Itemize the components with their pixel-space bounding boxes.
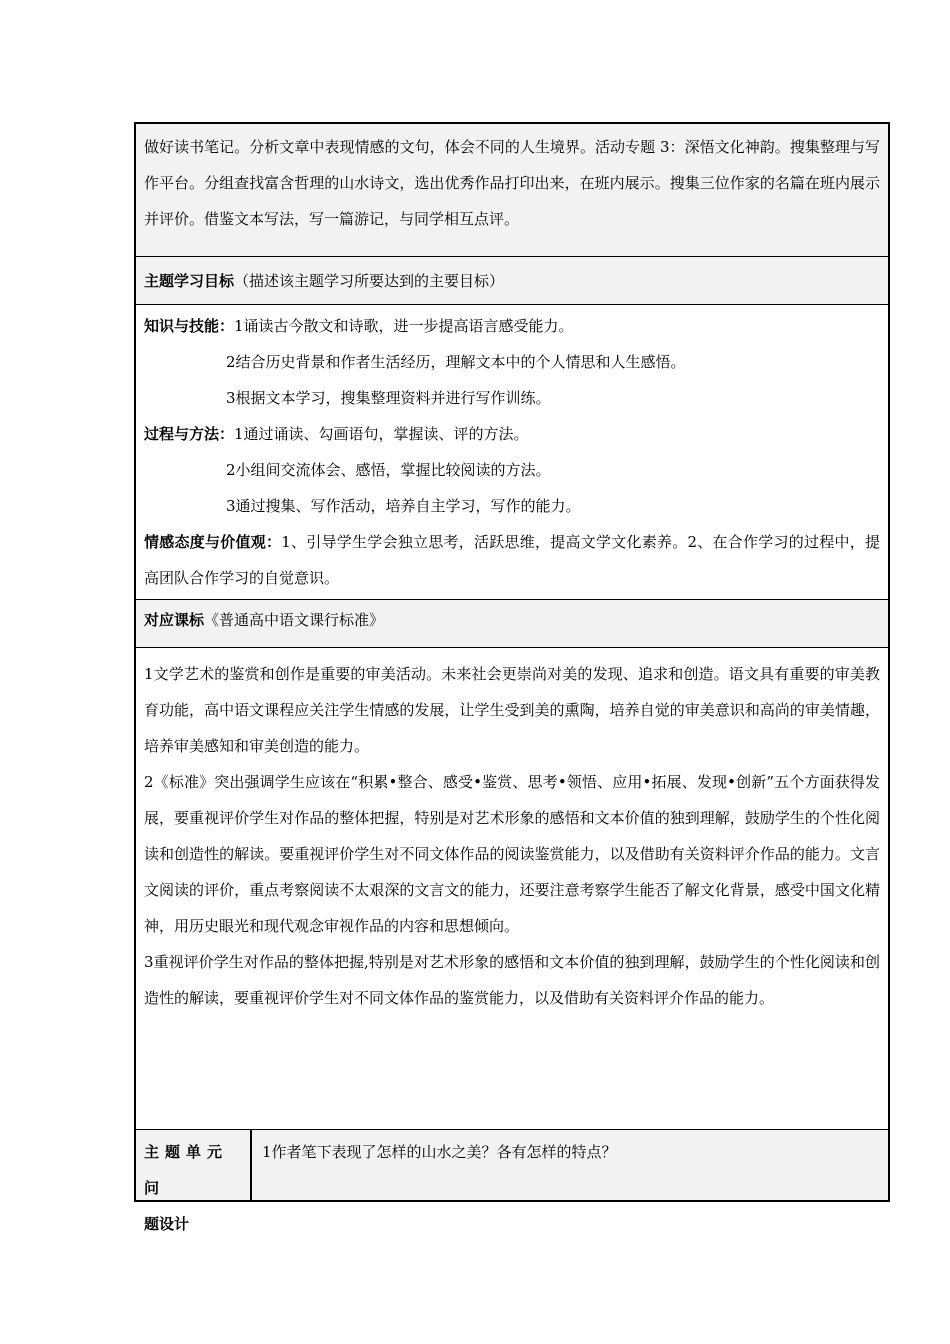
standard-document-name: 《普通高中语文课行标准》: [204, 611, 385, 629]
emotion-values-label: 情感态度与价值观：: [144, 533, 282, 551]
activity-continuation-row: [136, 124, 888, 257]
standard-header-row: [136, 600, 888, 648]
standard-title: 对应课标: [144, 611, 205, 629]
knowledge-item-2: 2结合历史背景和作者生活经历，理解文本中的个人情思和人生感悟。: [226, 353, 686, 371]
question-1: 1作者笔下表现了怎样的山水之美？各有怎样的特点？: [262, 1143, 617, 1161]
process-item-2: 2小组间交流体会、感悟，掌握比较阅读的方法。: [226, 461, 551, 479]
process-item-1: 1通过诵读、勾画语句，掌握读、评的方法。: [234, 425, 529, 443]
process-method-label: 过程与方法：: [144, 425, 235, 443]
question-design-content-cell: [252, 1130, 888, 1200]
standard-paragraph-1: 1文学艺术的鉴赏和创作是重要的审美活动。未来社会更崇尚对美的发现、追求和创造。语文具有重要的审美教育功能，高中语文课程应关注学生情感的发展，让学生受到美的熏陶，培养自觉的审美意识和高尚的审美情趣，培养审美感知和审美创造的能力。: [144, 665, 880, 755]
knowledge-skills-label: 知识与技能：: [144, 317, 235, 335]
knowledge-item-1: 1诵读古今散文和诗歌，进一步提高语言感受能力。: [234, 317, 574, 335]
process-item-3: 3通过搜集、写作活动，培养自主学习，写作的能力。: [226, 497, 581, 515]
standard-body-row: [136, 648, 888, 1130]
objectives-body-row: [136, 305, 888, 600]
objectives-title: 主题学习目标: [144, 272, 235, 290]
activity-text: 做好读书笔记。分析文章中表现情感的文句，体会不同的人生境界。活动专题 3：深悟文化神韵。搜集整理与写作平台。分组查找富含哲理的山水诗文，选出优秀作品打印出来，在班内展示。搜集三位作家的名篇在班内展示并评价。借鉴文本写法，写一篇游记，与同学相互点评。: [144, 138, 880, 228]
objectives-description: （描述该主题学习所要达到的主要目标）: [234, 272, 505, 290]
question-design-label-cell: [136, 1130, 252, 1233]
question-design-row: [136, 1130, 888, 1233]
lesson-plan-table: [134, 122, 890, 1233]
question-design-label-line-1: 主题单元问: [144, 1143, 229, 1197]
emotion-values-text: 1、引导学生学会独立思考，活跃思维，提高文学文化素养。2、在合作学习的过程中，提高团队合作学习的自觉意识。: [144, 533, 880, 587]
knowledge-item-3: 3根据文本学习，搜集整理资料并进行写作训练。: [226, 389, 551, 407]
standard-paragraph-3: 3重视评价学生对作品的整体把握,特别是对艺术形象的感悟和文本价值的独到理解，鼓励学生的个性化阅读和创造性的解读，要重视评价学生对不同文体作品的鉴赏能力，以及借助有关资料评介作品的能力。: [144, 953, 880, 1007]
question-design-label-line-2: 题设计: [144, 1215, 190, 1233]
objectives-header-row: [136, 257, 888, 305]
standard-paragraph-2: 2《标准》突出强调学生应该在“积累•整合、感受•鉴赏、思考•领悟、应用•拓展、发现•创新”五个方面获得发展，要重视评价学生对作品的整体把握，特别是对艺术形象的感悟和文本价值的独到理解，鼓励学生的个性化阅读和创造性的解读。要重视评价学生对不同文体作品的阅读鉴赏能力，以及借助有关资料评介作品的能力。文言文阅读的评价，重点考察阅读不太艰深的文言文的能力，还要注意考察学生能否了解文化背景，感受中国文化精神，用历史眼光和现代观念审视作品的内容和思想倾向。: [144, 773, 880, 935]
